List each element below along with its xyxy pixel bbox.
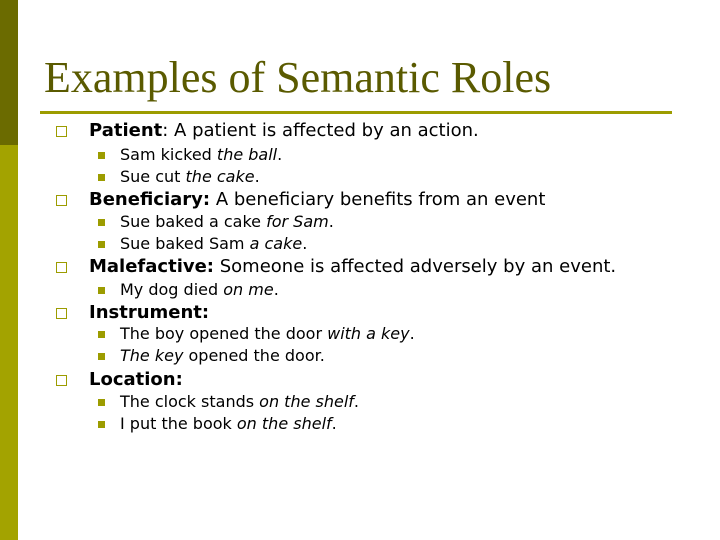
example-sentence — [120, 145, 282, 165]
role-heading — [89, 302, 209, 324]
slide-title: Examples of Semantic Roles — [44, 53, 552, 102]
role-term: Patient — [89, 120, 163, 141]
role-heading — [89, 120, 479, 142]
filled-bullet-icon — [98, 399, 105, 406]
example-italic: on the shelf — [259, 392, 354, 411]
example-text: I put the book — [120, 414, 237, 433]
example-sentence — [120, 212, 334, 232]
example-tail: . — [254, 167, 260, 186]
example-italic: on the shelf — [236, 414, 332, 433]
example-text: My dog died — [120, 280, 224, 299]
example-sentence — [120, 167, 260, 187]
example-italic: on me — [223, 280, 274, 299]
example-sentence — [120, 414, 337, 434]
example-tail: . — [331, 414, 337, 433]
square-bullet-icon — [56, 126, 67, 137]
filled-bullet-icon — [98, 241, 105, 248]
example-text: Sue cut — [120, 167, 186, 186]
example-tail: . — [302, 234, 308, 253]
example-text: Sue baked Sam — [120, 234, 250, 253]
role-definition: A beneficiary benefits from an event — [210, 189, 546, 210]
role-heading — [89, 189, 545, 211]
filled-bullet-icon — [98, 287, 105, 294]
example-italic: for Sam — [266, 212, 329, 231]
role-term: Beneficiary: — [89, 189, 211, 210]
role-heading — [89, 256, 616, 278]
filled-bullet-icon — [98, 421, 105, 428]
role-definition: : A patient is affected by an action. — [162, 120, 479, 141]
filled-bullet-icon — [98, 353, 105, 360]
example-italic: the ball — [216, 145, 278, 164]
square-bullet-icon — [56, 262, 67, 273]
filled-bullet-icon — [98, 331, 105, 338]
example-text: The boy opened the door — [120, 324, 328, 343]
example-italic: with a key — [327, 324, 410, 343]
example-text: opened the door. — [183, 346, 325, 365]
example-italic: The key — [120, 346, 184, 365]
example-sentence — [120, 346, 325, 366]
filled-bullet-icon — [98, 174, 105, 181]
example-sentence — [120, 234, 307, 254]
role-term: Malefactive: — [89, 256, 214, 277]
square-bullet-icon — [56, 375, 67, 386]
example-tail: . — [277, 145, 283, 164]
example-sentence — [120, 280, 279, 300]
example-tail: . — [328, 212, 334, 231]
role-definition: Someone is affected adversely by an event. — [214, 256, 617, 277]
example-text: Sue baked a cake — [120, 212, 267, 231]
example-text: The clock stands — [120, 392, 260, 411]
example-italic: the cake — [185, 167, 255, 186]
example-sentence — [120, 324, 415, 344]
role-heading — [89, 369, 183, 391]
example-tail: . — [273, 280, 279, 299]
square-bullet-icon — [56, 195, 67, 206]
example-tail: . — [409, 324, 415, 343]
example-tail: . — [353, 392, 360, 411]
role-term: Location: — [89, 369, 183, 390]
filled-bullet-icon — [98, 152, 105, 159]
example-text: Sam kicked — [120, 145, 217, 164]
example-sentence — [120, 392, 359, 412]
example-italic: a cake — [249, 234, 303, 253]
square-bullet-icon — [56, 308, 67, 319]
role-term: Instrument: — [89, 302, 210, 323]
filled-bullet-icon — [98, 219, 105, 226]
